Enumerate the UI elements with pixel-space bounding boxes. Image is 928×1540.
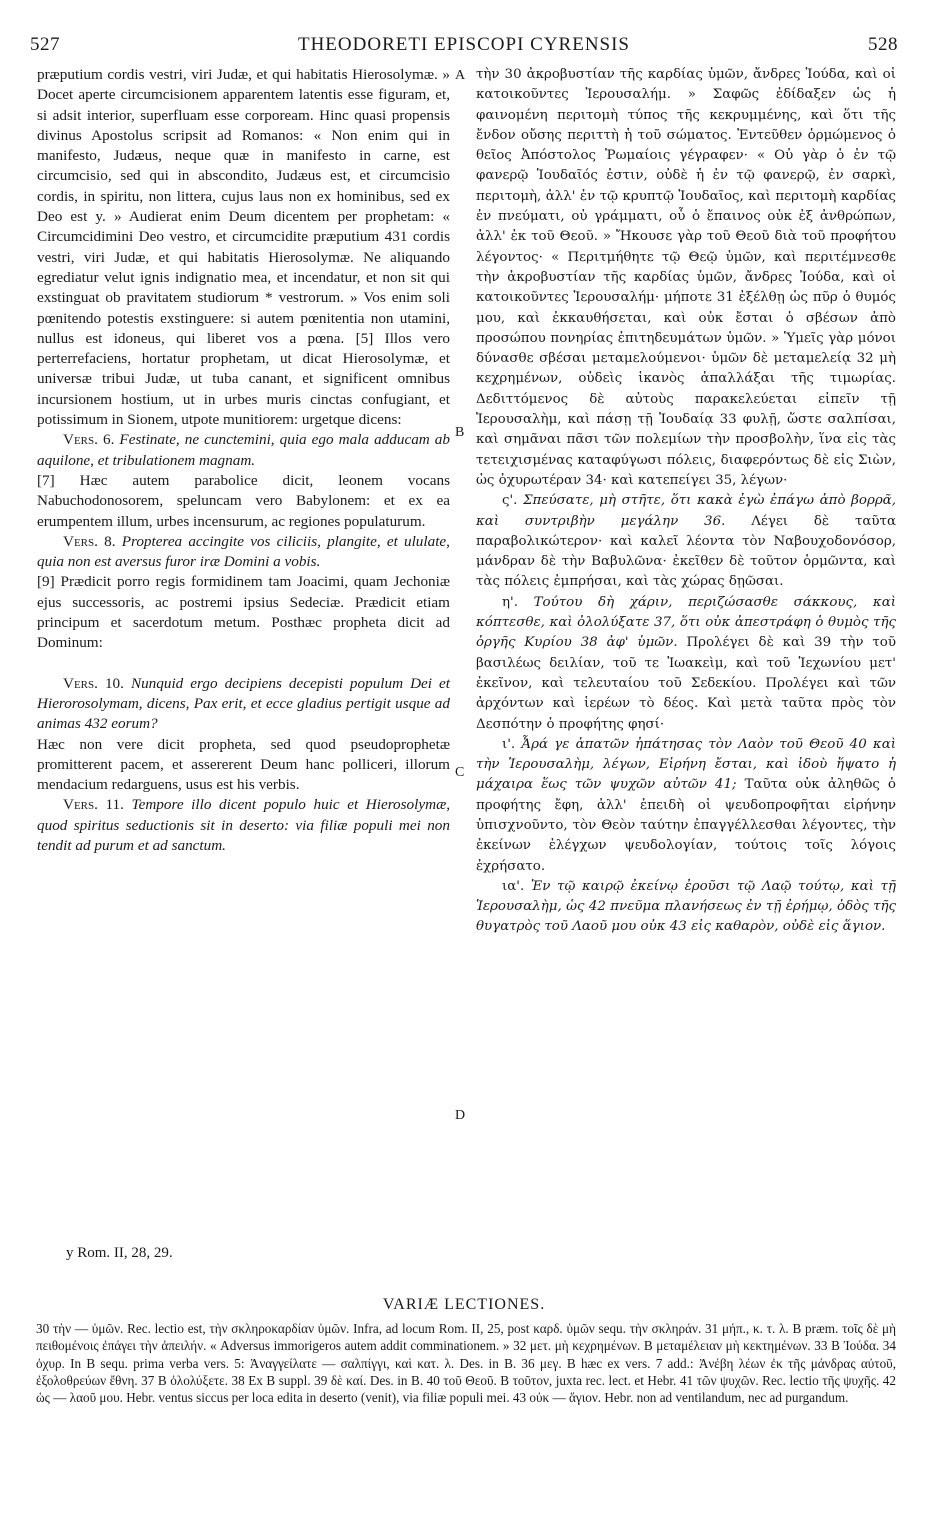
margin-letter-d: D bbox=[455, 1108, 466, 1123]
verse-text: Τούτου δὴ χάριν, περιζώσασθε σάκκους, καὶ κόπτεσθε, καὶ ὀλολύξατε 37, ὅτι οὐκ ἀπεστράφη ὁ θυμὸς τῆς ὀργῆς Κυρίου 38 ἀφ' ὑμῶν. bbox=[476, 594, 896, 651]
page-header bbox=[30, 34, 898, 62]
latin-paragraph: Hæc non vere dicit propheta, sed quod pseudoprophetæ promitterent pacem, et assererent Deum hanc polliceri, illorum mendacium redarguens, usus est his verbis. bbox=[37, 735, 450, 794]
verse-number: ς'. bbox=[502, 493, 518, 509]
latin-verse-10 bbox=[37, 674, 450, 735]
margin-letter-a: A bbox=[455, 68, 466, 83]
greek-paragraph: τὴν 30 ἀκροβυστίαν τῆς καρδίας ὑμῶν, ἄνδρες Ἰούδα, καὶ οἱ κατοικοῦντες Ἱερουσαλήμ. » Σαφῶς ἐδίδαξεν ὡς ἡ φαινομένη περιτομὴ τύπος τῆς κεκρυμμένης, καὶ ὅτι τῆς ἔνδον οὔσης περιττὴ ἡ τοῦ σώματος. Ἐντεῦθεν ὁρμώμενος ὁ θεῖος Ἀπόστολος Ῥωμαίοις γέγραφεν· « Οὐ γὰρ ὁ ἐν τῷ φανερῷ Ἰουδαῖός ἐστιν, οὐδὲ ἡ ἐν τῷ φανερῷ, ἐν σαρκὶ, περιτομὴ, ἀλλ' ἐν τῷ κρυπτῷ Ἰουδαῖος, καὶ περιτομὴ καρδίας ἐν πνεύματι, οὐ γράμματι, οὗ ὁ ἔπαινος οὐκ ἐξ ἀνθρώπων, ἀλλ' ἐκ τοῦ Θεοῦ. » Ἤκουσε γὰρ τοῦ Θεοῦ διὰ τοῦ προφήτου λέγοντος· « Περιτμήθητε τῷ Θεῷ ὑμῶν, καὶ περιτέμνεσθε τὴν ἀκροβυστίαν τῆς καρδίας ὑμῶν, ἄνδρες Ἰούδα, καὶ οἱ κατοικοῦντες Ἱερουσαλήμ· μήποτε 31 ἐξέλθῃ ὡς πῦρ ὁ θυμός μου, καὶ ἐκκαυθήσεται, καὶ οὐκ ἔσται ὁ σβέσων ἀπὸ προσώπου πονηρίας ἐπιτηδευμάτων ὑμῶν. » Ὑμεῖς γὰρ μόνοι δύνασθε σβέσαι μεταμελούμενοι· ὑμῶν δὲ μεταμελείᾳ 32 μὴ κεχρημένων, οὐδεὶς ἱκανὸς ἀπαλλάξαι τῆς τιμωρίας. Δεδιττόμενος δὲ αὐτοὺς παρακελεύεται εἰπεῖν τῇ Ἱερουσαλὴμ, καὶ πάσῃ τῇ Ἰουδαίᾳ 33 φυλῇ, ὥστε σαλπίσαι, καὶ σημᾶναι πᾶσι τῶν πολεμίων τὴν προσβολὴν, ἵνα εἰς τὰς τετειχισμένας καταφύγωσι πόλεις, διαφερόντως δὲ εἰς Σιὼν, ὡς ὀχυρωτέραν 34· καὶ κατεπείγει 35, λέγων· bbox=[476, 67, 896, 488]
latin-paragraph: [7] Hæc autem parabolice dicit, leonem vocans Nabuchodonosorem, speluncam vero Babylonem: et ex ea erumpentem illum, urbes incensurum, ac regiones populaturum. bbox=[37, 471, 450, 530]
verse-text: Propterea accingite vos ciliciis, plangite, et ululate, quia non est aversus furor iræ Domini a vobis. bbox=[37, 532, 450, 571]
greek-verse-11 bbox=[476, 877, 896, 938]
greek-verse-8 bbox=[476, 593, 896, 735]
verse-text: Nunquid ergo decipiens decepisti populum Dei et Hierorosolymam, dicens, Pax erit, et ecce gladius pertigit usque ad animas 432 eorum? bbox=[37, 674, 450, 733]
running-title: THEODORETI EPISCOPI CYRENSIS bbox=[297, 34, 631, 55]
latin-column bbox=[37, 65, 450, 856]
latin-verse-11 bbox=[37, 795, 450, 856]
verse-number: ι'. bbox=[502, 736, 516, 752]
verse-text: Ἐν τῷ καιρῷ ἐκείνῳ ἐροῦσι τῷ Λαῷ τούτῳ, καὶ τῇ Ἱερουσαλὴμ, ὡς 42 πνεῦμα πλανήσεως ἐν τῇ ἐρήμῳ, ὁδὸς τῆς θυγατρὸς τοῦ Λαοῦ μου οὐκ 43 εἰς καθαρὸν, οὐδὲ εἰς ἅγιον. bbox=[476, 878, 896, 935]
verse-label: Vers. 6. bbox=[63, 431, 115, 449]
verse-label: Vers. 11. bbox=[63, 796, 124, 814]
spacer bbox=[37, 654, 450, 674]
latin-verse-8 bbox=[37, 532, 450, 573]
greek-verse-6 bbox=[476, 491, 896, 592]
page-number-left: 527 bbox=[30, 34, 60, 55]
latin-paragraph: præputium cordis vestri, viri Judæ, et qui habitatis Hierosolymæ. » Docet aperte circumcisionem apparentem latentis esse figuram, et, si adsit interior, superfluam esse corpoream. Hinc quasi propensis divinus Apostolus scripsit ad Romanos: « Non enim qui in manifesto, Judæus, neque quæ in manifesto in carne, est circumcisio, sed qui in abscondito, Judæus est, et circumcisio cordis, in spiritu, non littera, cujus laus non ex hominibus, sed ex Deo est y. » Audierat enim Deum dicentem per prophetam: « Circumcidimini Deo vestro, et circumcidite præputium 431 cordis vestri, viri Judæ, et qui habitatis Hierosolymæ. Ne aliquando egrediatur velut ignis indignatio mea, et incendatur, et non sit qui exstinguat ob pravitatem studiorum * vestrorum. » Vos enim soli pœnitendo potestis exstinguere: si autem pœnitentia non utamini, nullus est idoneus, qui liberet vos a pœna. [5] Illos vero perterrefaciens, hortatur prophetam, ut dicat Hierosolymæ, et universæ tribui Judæ, ut tuba canant, et significent omnibus incursionem hostium, ut in urbes muris cinctas confugiant, et potissimum in Sionem, utpote munitiorem: urgetque dicens: bbox=[37, 66, 450, 429]
variae-lectiones-heading: VARIÆ LECTIONES. bbox=[382, 1296, 546, 1313]
greek-verse-10 bbox=[476, 735, 896, 877]
latin-verse-6 bbox=[37, 430, 450, 471]
verse-text: Tempore illo dicent populo huic et Hierosolymæ, quod spiritus seductionis sit in deserto: via filiæ populi mei non tendit ad purum et ad sanctum. bbox=[37, 796, 451, 854]
latin-paragraph: [9] Prædicit porro regis formidinem tam Joacimi, quam Jechoniæ ejus successoris, ac postremi ipsius Sedeciæ. Prædicit etiam principum et sacerdotum metum. Posthæc propheta dicit ad Dominum: bbox=[37, 573, 450, 652]
verse-label: Vers. 8. bbox=[63, 532, 116, 550]
variae-lectiones-text: 30 τὴν — ὑμῶν. Rec. lectio est, τὴν σκληροκαρδίαν ὑμῶν. Infra, ad locum Rom. II, 25, post καρδ. ὑμῶν sequ. τὴν σκληράν. 31 μήπ., κ. τ. λ. B præm. τοῖς δὲ μὴ πειθομένοις ἐπάγει τὴν ἀπειλήν. « Adversus immorigeros autem addit comminationem. » 32 μετ. μὴ κεχρημένων. B μεταμέλειαν μὴ κεκτημένων. 33 B Ἰούδα. 34 ὀχυρ. In B sequ. prima verba vers. 5: Ἀναγγείλατε — σαλπίγγι, καὶ κατ. λ. Des. in B. 36 μεγ. B hæc ex vers. 7 add.: Ἀνέβη λέων ἐκ τῆς μάνδρας αὐτοῦ, ἐξολοθρεύων ἔθνη. 37 B ὀλολύξετε. 38 Ex B suppl. 39 δὲ καί. Des. in B. 40 τοῦ Θεοῦ. B τοῦτον, juxta rec. lect. et Hebr. 41 τῶν ψυχῶν. Rec. lectio τῆς ψυχῆς. 42 ὡς — λαοῦ μου. Hebr. ventus siccus per loca edita in deserto (venit), via filiæ populi mei. 43 οὐκ — ἅγιον. Hebr. non ad ventilandum, nec ad purgandum. bbox=[36, 1321, 896, 1406]
page-number-right: 528 bbox=[868, 34, 898, 55]
verse-text: Festinate, ne cunctemini, quia ego mala adducam ab aquilone, et tribulationem magnam. bbox=[37, 431, 450, 469]
margin-letter-b: B bbox=[455, 425, 465, 440]
greek-column bbox=[476, 65, 896, 938]
verse-commentary: Ταῦτα οὐκ ἀληθῶς ὁ προφήτης ἔφη, ἀλλ' ἐπειδὴ οἱ ψευδοπροφῆται εἰρήνην ὑπισχνοῦντο, τὸν Θεὸν ταύτην ἐπαγγέλλεσθαι λέγοντες, τὴν ἐκείνων ἐλέγχων ψευδολογίαν, τούτοις τοῖς λόγοις ἐχρήσατο. bbox=[476, 777, 896, 874]
verse-commentary: Προλέγει δὲ καὶ 39 τὴν τοῦ βασιλέως δειλίαν, τοῦ τε Ἰωακεὶμ, καὶ τοῦ Ἰεχωνίου μετ' ἐκεῖνον, καὶ τελευταίου τοῦ Σεδεκίου. Προλέγει καὶ τῶν ἀρχόντων καὶ ἱερέων τὸ δέος. Καὶ μετὰ ταῦτα πρὸς τὸν Δεσπότην ὁ προφήτης φησί· bbox=[476, 635, 896, 732]
verse-commentary: Λέγει δὲ ταῦτα παραβολικώτερον· καὶ καλεῖ λέοντα τὸν Ναβουχοδονόσορ, μάνδραν δὲ τὴν Βαβυλῶνα· ἐκεῖθεν δὲ τοῦτον ὁρμῶντα, καὶ τὰς πόλεις ἐμπρήσαι, καὶ τὰς χώρας δῃῶσαι. bbox=[476, 513, 896, 590]
footnote: y Rom. II, 28, 29. bbox=[66, 1245, 173, 1261]
variae-lectiones bbox=[36, 1320, 896, 1406]
verse-number: ια'. bbox=[502, 878, 525, 894]
verse-number: η'. bbox=[502, 594, 518, 610]
verse-label: Vers. 10. bbox=[63, 674, 124, 692]
margin-letter-c: C bbox=[455, 765, 465, 780]
verse-text: Σπεύσατε, μὴ στῆτε, ὅτι κακὰ ἐγὼ ἐπάγω ἀπὸ βορρᾶ, καὶ συντριβὴν μεγάλην 36. bbox=[476, 493, 896, 529]
verse-text: Ἆρά γε ἀπατῶν ἠπάτησας τὸν Λαὸν τοῦ Θεοῦ 40 καὶ τὴν Ἱερουσαλὴμ, λέγων, Εἰρήνη ἔσται, καὶ ἰδοὺ ἥψατο ἡ μάχαιρα ἕως τῶν ψυχῶν αὐτῶν 41; bbox=[476, 736, 897, 793]
